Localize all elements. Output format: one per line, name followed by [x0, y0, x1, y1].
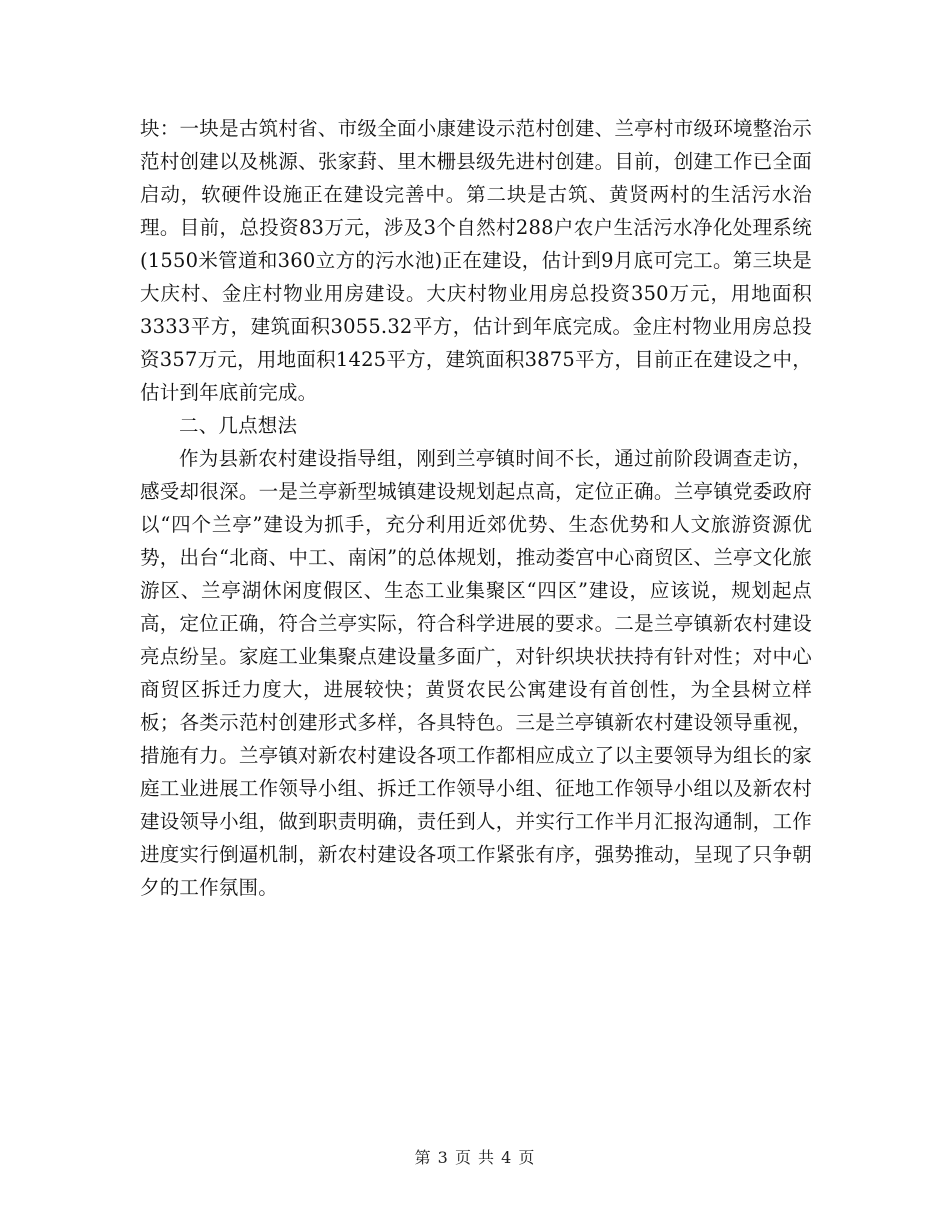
document-body [140, 112, 812, 904]
page-number-footer: 第 3 页 共 4 页 [414, 1148, 536, 1167]
paragraph-project-blocks: 块：一块是古筑村省、市级全面小康建设示范村创建、兰亭村市级环境整治示范村创建以及桃源、张家葑、里木栅县级先进村创建。目前，创建工作已全面启动，软硬件设施正在建设完善中。第二块是古筑、黄贤两村的生活污水治理。目前，总投资83万元，涉及3个自然村288户农户生活污水净化处理系统(1550米管道和360立方的污水池)正在建设，估计到9月底可完工。第三块是大庆村、金庄村物业用房建设。大庆村物业用房总投资350万元，用地面积3333平方，建筑面积3055.32平方，估计到年底完成。金庄村物业用房总投资357万元，用地面积1425平方，建筑面积3875平方，目前正在建设之中，估计到年底前完成。 [140, 117, 812, 404]
section-heading: 二、几点想法 [179, 414, 298, 437]
paragraph-thoughts: 作为县新农村建设指导组，刚到兰亭镇时间不长，通过前阶段调查走访，感受却很深。一是兰亭新型城镇建设规划起点高，定位正确。兰亭镇党委政府以“四个兰亭”建设为抓手，充分利用近郊优势、生态优势和人文旅游资源优势，出台“北商、中工、南闲”的总体规划，推动娄宫中心商贸区、兰亭文化旅游区、兰亭湖休闲度假区、生态工业集聚区“四区”建设，应该说，规划起点高，定位正确，符合兰亭实际，符合科学进展的要求。二是兰亭镇新农村建设亮点纷呈。家庭工业集聚点建设量多面广，对针织块状扶持有针对性；对中心商贸区拆迁力度大，进展较快；黄贤农民公寓建设有首创性，为全县树立样板；各类示范村创建形式多样，各具特色。三是兰亭镇新农村建设领导重视，措施有力。兰亭镇对新农村建设各项工作都相应成立了以主要领导为组长的家庭工业进展工作领导小组、拆迁工作领导小组、征地工作领导小组以及新农村建设领导小组，做到职责明确，责任到人，并实行工作半月汇报沟通制，工作进度实行倒逼机制，新农村建设各项工作紧张有序，强势推动，呈现了只争朝夕的工作氛围。 [140, 447, 812, 899]
